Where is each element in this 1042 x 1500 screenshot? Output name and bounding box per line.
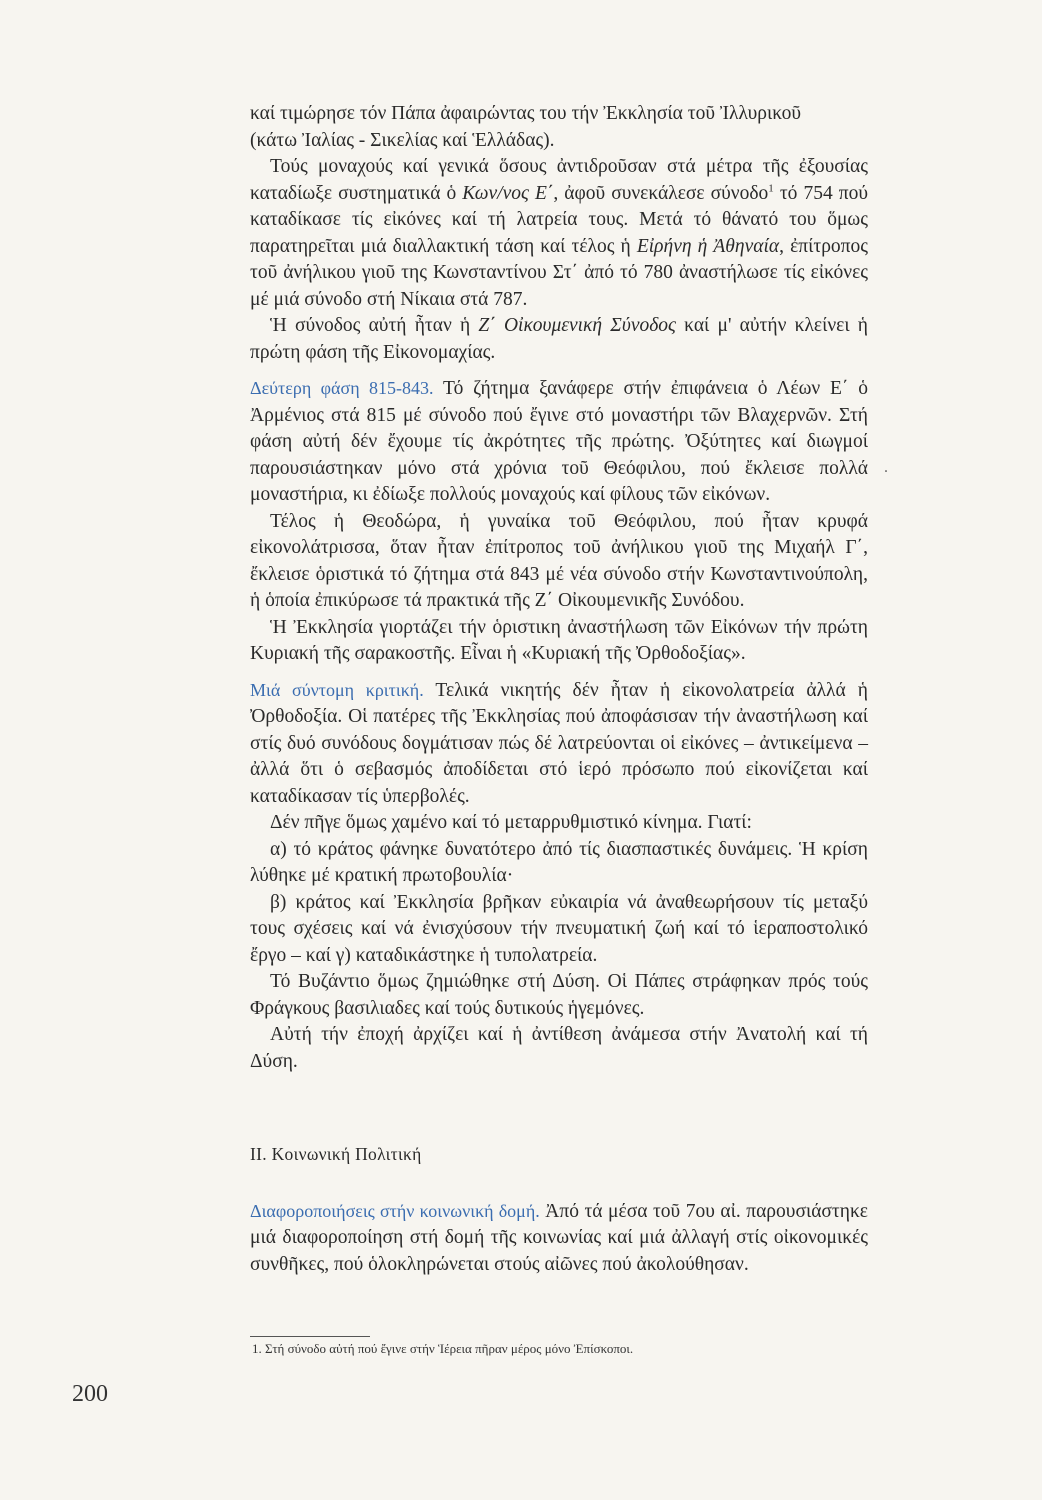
paragraph-7: [250, 677, 868, 811]
section-title: ΙΙ. Κοινωνική Πολιτική: [250, 1144, 422, 1164]
text-run: Τελικά νικητής δέν ἦταν ἡ εἰκονολατρεία ἀλλά ἡ Ὀρθοδοξία. Οἱ πατέρες τῆς Ἐκκλησίας πού ἀποφάσισαν τήν ἀναστήλωση καί στίς δυό συνόδους δογμάτισαν πώς δέ λατρεύονται οἱ εἰκόνες – ἀντικείμενα – ἀλλά ὅτι ὁ σεβασμός ἀποδίδεται στό ἱερό πρόσωπο πού εἰκονίζεται καί καταδίκασαν τίς ὑπερβολές.: [250, 679, 868, 807]
page-number: 200: [72, 1381, 108, 1407]
paragraph-10: β) κράτος καί Ἐκκλησία βρῆκαν εὐκαιρία νά ἀναθεωρήσουν τίς μεταξύ τους σχέσεις καί νά ἐνισχύσουν τήν πνευματική ζωή καί τό ἱεραποστολικό ἔργο – καί γ) καταδικάστηκε ἡ τυπολατρεία.: [250, 891, 868, 966]
text-run: τό 754 πού καταδίκασε τίς εἰκόνες καί τή λατρεία τους. Μετά τό θάνατό του ὅμως παρατηρεῖται μιά διαλλακτική τάση καί τέλος ἡ: [250, 182, 869, 257]
run-in-heading-critique: Μιά σύντομη κριτική.: [250, 679, 424, 700]
paragraph-5: Τέλος ἡ Θεοδώρα, ἡ γυναίκα τοῦ Θεόφιλου, πού ἦταν κρυφά εἰκονολάτρισσα, ὅταν ἦταν ἐπίτροπος τοῦ ἀνήλικου γιοῦ της Μιχαήλ Γ΄, ἔκλεισε ὁριστικά τό ζήτημα στά 843 μέ νέα σύνοδο στήν Κωνσταντινούπολη, ἡ ὁποία ἐπικύρωσε τά πρακτικά τῆς Ζ΄ Οἰκουμενικῆς Συνόδου.: [250, 510, 868, 611]
footnote-rule: [250, 1336, 370, 1337]
text-run: , ἀφοῦ συνεκάλεσε σύνοδο: [553, 182, 769, 204]
paragraph-2: [250, 154, 868, 313]
section-paragraph: [250, 1198, 868, 1279]
text-run: καί μ' αὐτήν κλείνει ἡ πρώτη φάση τῆς Εἰκονομαχίας.: [250, 315, 868, 363]
run-in-heading-social: Διαφοροποιήσεις στήν κοινωνική δομή.: [250, 1200, 540, 1221]
paragraph-12: Αὐτή τήν ἐποχή ἀρχίζει καί ἡ ἀντίθεση ἀνάμεσα στήν Ἀνατολή καί τή Δύση.: [250, 1024, 868, 1072]
paragraph-8: Δέν πῆγε ὅμως χαμένο καί τό μεταρρυθμιστικό κίνημα. Γιατί:: [270, 812, 752, 833]
emperor-name: Κων/νος Ε΄: [462, 182, 554, 204]
text-run: , ἐπίτροπος τοῦ ἀνήλικου γιοῦ της Κωνσταντίνου Στ΄ ἀπό τό 780 ἀναστήλωσε τίς εἰκόνες μέ μιά σύνοδο στή Νίκαια στά 787.: [250, 235, 868, 310]
paragraph-3: [250, 313, 868, 366]
text-run: Ἡ σύνοδος αὐτή ἦταν ἡ: [270, 315, 479, 336]
paragraph-11: Τό Βυζάντιο ὅμως ζημιώθηκε στή Δύση. Οἱ Πάπες στράφηκαν πρός τούς Φράγκους βασιλιαδες καί τούς δυτικούς ἡγεμόνες.: [250, 971, 868, 1019]
council-name: Ζ΄ Οἰκουμενική Σύνοδος: [478, 315, 676, 336]
text-run: Τούς μοναχούς καί γενικά ὅσους ἀντιδροῦσαν στά μέτρα τῆς ἐξουσίας καταδίωξε συστηματικά ὁ: [250, 156, 868, 204]
main-text-block: [250, 101, 868, 1075]
paragraph-1: [250, 101, 868, 154]
text-run: Τό ζήτημα ξανάφερε στήν ἐπιφάνεια ὁ Λέων Ε΄ ὁ Ἀρμένιος στά 815 μέ σύνοδο πού ἔγινε στό μοναστήρι τῶν Βλαχερνῶν. Στή φάση αὐτή δέν ἔχουμε τίς ἀκρότητες τῆς πρώτης. Ὀξύτητες καί διωγμοί παρουσιάστηκαν μόνο στά χρόνια τοῦ Θεόφιλου, πού ἔκλεισε πολλά μοναστήρια, κι ἐδίωξε πολλούς μοναχούς καί φίλους τῶν εἰκόνων.: [250, 378, 869, 505]
margin-mark: .: [884, 459, 888, 476]
paragraph-6: Ἡ Ἐκκλησία γιορτάζει τήν ὁριστικη ἀναστήλωση τῶν Εἰκόνων τήν πρώτη Κυριακή τῆς σαρακοστῆς. Εἶναι ἡ «Κυριακή τῆς Ὀρθοδοξίας».: [250, 616, 868, 664]
run-in-heading-second-phase: Δεύτερη φάση 815-843.: [250, 378, 434, 398]
section-block: [250, 1141, 868, 1278]
paragraph-1-line-1: καί τιμώρησε τόν Πάπα ἀφαιρώντας του τήν Ἐκκλησία τοῦ Ἰλλυρικοῦ: [250, 103, 802, 124]
paragraph-9: α) τό κράτος φάνηκε δυνατότερο ἀπό τίς διασπαστικές δυνάμεις. Ἡ κρίση λύθηκε μέ κρατική πρωτοβουλία·: [250, 838, 868, 886]
paragraph-4: [250, 375, 868, 509]
footnote: 1. Στή σύνοδο αὐτή πού ἔγινε στήν Ἱέρεια πῆραν μέρος μόνο Ἐπίσκοποι.: [252, 1341, 634, 1356]
empress-name: Εἰρήνη ἡ Ἀθηναία: [636, 235, 780, 257]
paragraph-1-line-2: (κάτω Ἰαλίας - Σικελίας καί Ἑλλάδας).: [250, 129, 555, 151]
text-run: Ἀπό τά μέσα τοῦ 7ου αἰ. παρουσιάστηκε μιά διαφοροποίηση στή δομή τῆς κοινωνίας καί μιά ἀλλαγή στίς οἰκονομικές συνθῆκες, πού ὁλοκληρώνεται στούς αἰῶνες πού ἀκολούθησαν.: [250, 1200, 868, 1275]
footnote-marker: 1: [768, 182, 774, 194]
